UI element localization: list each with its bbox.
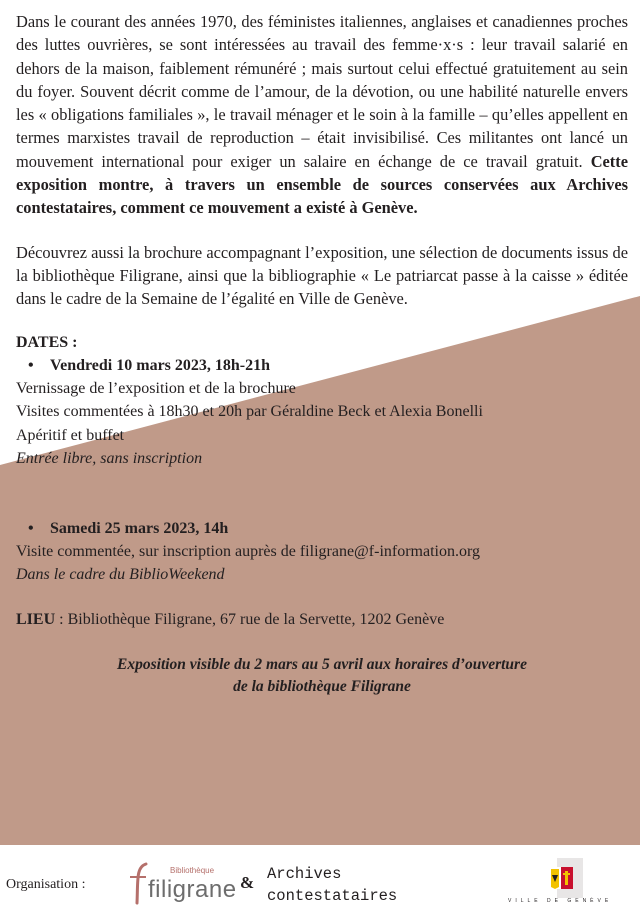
event-friday-heading (16, 354, 628, 377)
bullet-icon: • (28, 356, 34, 374)
archives-contestataires-logo (267, 863, 397, 907)
ville-de-geneve-text: VILLE DE GENÈVE (508, 898, 613, 904)
exhibition-line2: de la bibliothèque Filigrane (233, 677, 411, 695)
exhibition-dates (16, 654, 628, 698)
poster-content (16, 10, 628, 698)
bullet-icon: • (28, 519, 34, 537)
event-saturday-date: Samedi 25 mars 2023, 14h (50, 519, 229, 537)
filigrane-small-text: Bibliothèque (170, 866, 215, 875)
intro-text: Dans le courant des années 1970, des féministes italiennes, anglaises et canadiennes proches des luttes ouvrières, se sont intéressées au travail des femme·x·s : leur travail salarié en dehors de la maison, faiblement rémunéré ; mais surtout celui effectué gratuitement au sein du foyer. Souvent décrit comme de l’amour, de la dévotion, ou une habilité naturelle envers les « obligations familiales », le travail ménager et le soin à la famille – qu’elles appellent en termes marxistes travail de reproduction – était invisibilisé. Ces militantes ont lancé un mouvement international pour exiger un salaire en échange de ce travail gratuit. (16, 12, 628, 171)
event-friday-line2: Visites commentées à 18h30 et 20h par Géraldine Beck et Alexia Bonelli (16, 403, 483, 421)
intro-paragraph (16, 10, 628, 220)
venue (16, 608, 628, 631)
ville-de-geneve-logo (505, 855, 613, 907)
dates-heading: DATES : (16, 333, 78, 351)
event-saturday-line1: Visite commentée, sur inscription auprès de filigrane@f-information.org (16, 542, 481, 560)
archives-line1: Archives (267, 865, 342, 883)
event-saturday-heading (16, 517, 628, 540)
event-friday-note: Entrée libre, sans inscription (16, 450, 203, 468)
venue-address: : Bibliothèque Filigrane, 67 rue de la Servette, 1202 Genève (55, 610, 445, 628)
organisation-label: Organisation : (6, 877, 86, 892)
exhibition-line1: Exposition visible du 2 mars au 5 avril aux horaires d’ouverture (117, 655, 527, 673)
discover-paragraph: Découvrez aussi la brochure accompagnant l’exposition, une sélection de documents issus de la bibliothèque Filigrane, ainsi que la bibliographie « Le patriarcat passe à la caisse » éditée dans le cadre de la Semaine de l’égalité en Ville de Genève. (16, 242, 628, 309)
filigrane-logo (120, 857, 235, 907)
event-saturday (16, 517, 628, 587)
venue-label: LIEU (16, 610, 56, 628)
event-friday (16, 354, 628, 471)
filigrane-big-text: filigrane (148, 876, 237, 903)
ampersand: & (240, 873, 255, 892)
event-friday-line3: Apéritif et buffet (16, 426, 125, 444)
intro-bold-text: Cette exposition montre, à travers un ensemble de sources conservées aux Archives contestataires, comment ce mouvement a existé à Genève. (16, 151, 628, 218)
organisers-footer (0, 845, 640, 910)
event-friday-date: Vendredi 10 mars 2023, 18h-21h (50, 356, 271, 374)
event-saturday-note: Dans le cadre du BiblioWeekend (16, 566, 225, 584)
event-friday-line1: Vernissage de l’exposition et de la brochure (16, 379, 296, 397)
archives-line2: contestataires (267, 887, 398, 905)
geneva-coat-of-arms-icon (505, 855, 585, 899)
